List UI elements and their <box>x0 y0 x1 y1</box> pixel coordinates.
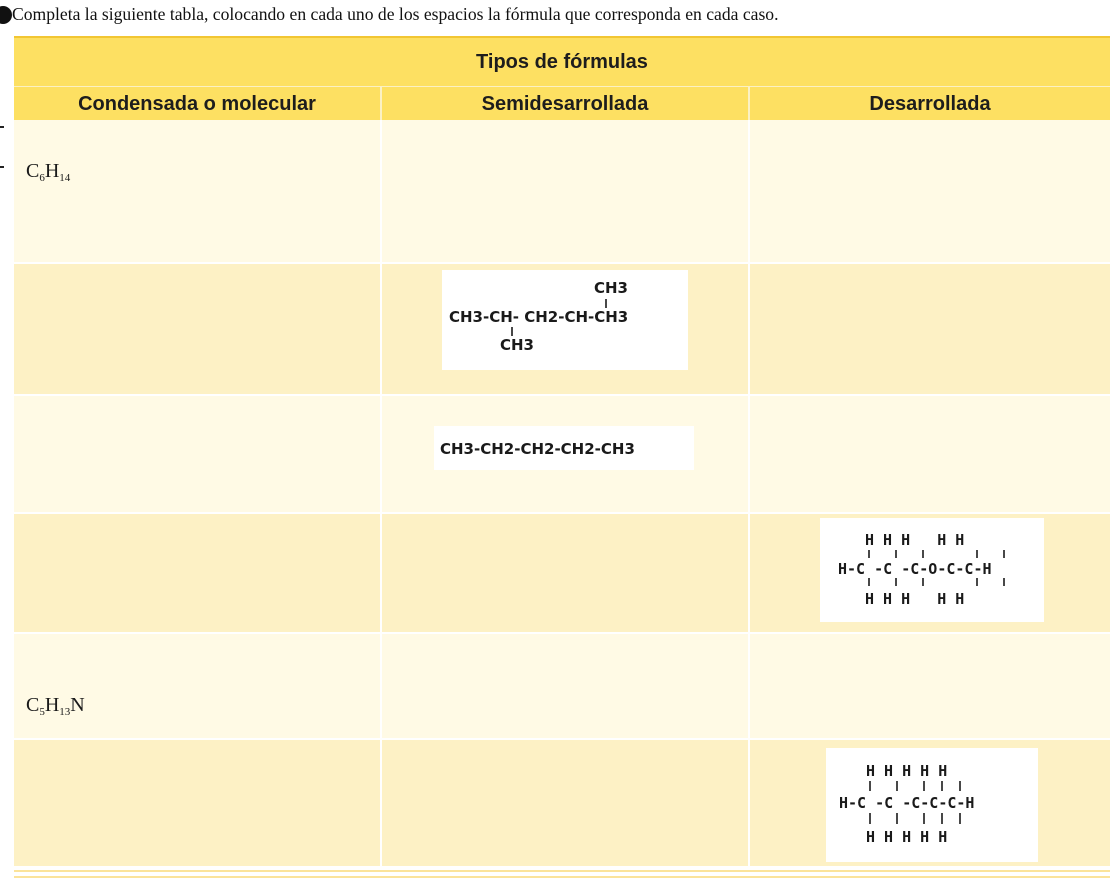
cell-semideveloped-empty <box>380 740 748 866</box>
molecular-formula: $C_5H_{13}N$ <box>26 694 85 718</box>
branch-top-ch3: CH3 <box>594 279 628 297</box>
cell-developed-empty <box>748 264 1110 394</box>
main-structure: H-C -C -C-O-C-C-H <box>838 560 992 578</box>
margin-mark <box>0 166 4 168</box>
cell-developed-empty <box>748 396 1110 512</box>
bottom-hydrogens: H H H H H <box>865 590 965 608</box>
cell-molecular-empty <box>14 514 380 632</box>
linear-chain: CH3-CH2-CH2-CH2-CH3 <box>440 440 635 458</box>
table-row <box>14 632 1110 738</box>
divider <box>14 876 1110 878</box>
cell-developed <box>748 514 1110 632</box>
divider <box>14 870 1110 872</box>
table-title: Tipos de fórmulas <box>14 36 1110 86</box>
main-structure: H-C -C -C-C-C-H <box>839 794 975 812</box>
cell-molecular <box>14 634 380 738</box>
linear-formula-image <box>434 426 694 470</box>
cell-semideveloped <box>380 396 748 512</box>
top-hydrogens: H H H H H <box>865 531 965 549</box>
cell-developed-empty <box>748 120 1110 262</box>
col-header-condensed: Condensada o molecular <box>78 92 316 115</box>
branch-bottom-ch3: CH3 <box>500 336 534 354</box>
cell-molecular-empty <box>14 264 380 394</box>
table-row <box>14 262 1110 394</box>
branched-formula-image <box>442 270 688 370</box>
margin-mark <box>0 126 4 128</box>
cell-molecular-empty <box>14 740 380 866</box>
table-row <box>14 120 1110 262</box>
cell-semideveloped-empty <box>380 120 748 262</box>
top-hydrogens: H H H H H <box>866 762 948 780</box>
instruction-text: Completa la siguiente tabla, colocando en cada uno de los espacios la fórmula que corresponda en cada caso. <box>12 4 779 24</box>
main-chain: CH3-CH- CH2-CH-CH3 <box>449 308 629 326</box>
cell-molecular-empty <box>14 396 380 512</box>
bullet-icon <box>0 6 12 24</box>
cell-semideveloped-empty <box>380 514 748 632</box>
cell-developed-empty <box>748 634 1110 738</box>
alkane-structure-image <box>826 748 1038 862</box>
cell-semideveloped-empty <box>380 634 748 738</box>
column-headers <box>14 86 1110 121</box>
ether-structure-image <box>820 518 1044 622</box>
cell-molecular <box>14 120 380 262</box>
cell-semideveloped <box>380 264 748 394</box>
col-header-semideveloped: Semidesarrollada <box>380 87 748 121</box>
table-row <box>14 738 1110 866</box>
bottom-hydrogens: H H H H H <box>866 828 948 846</box>
cell-developed <box>748 740 1110 866</box>
table-row <box>14 512 1110 632</box>
molecular-formula: $C_6H_{14}$ <box>26 160 71 184</box>
col-header-developed: Desarrollada <box>748 87 1110 121</box>
table-row <box>14 394 1110 512</box>
